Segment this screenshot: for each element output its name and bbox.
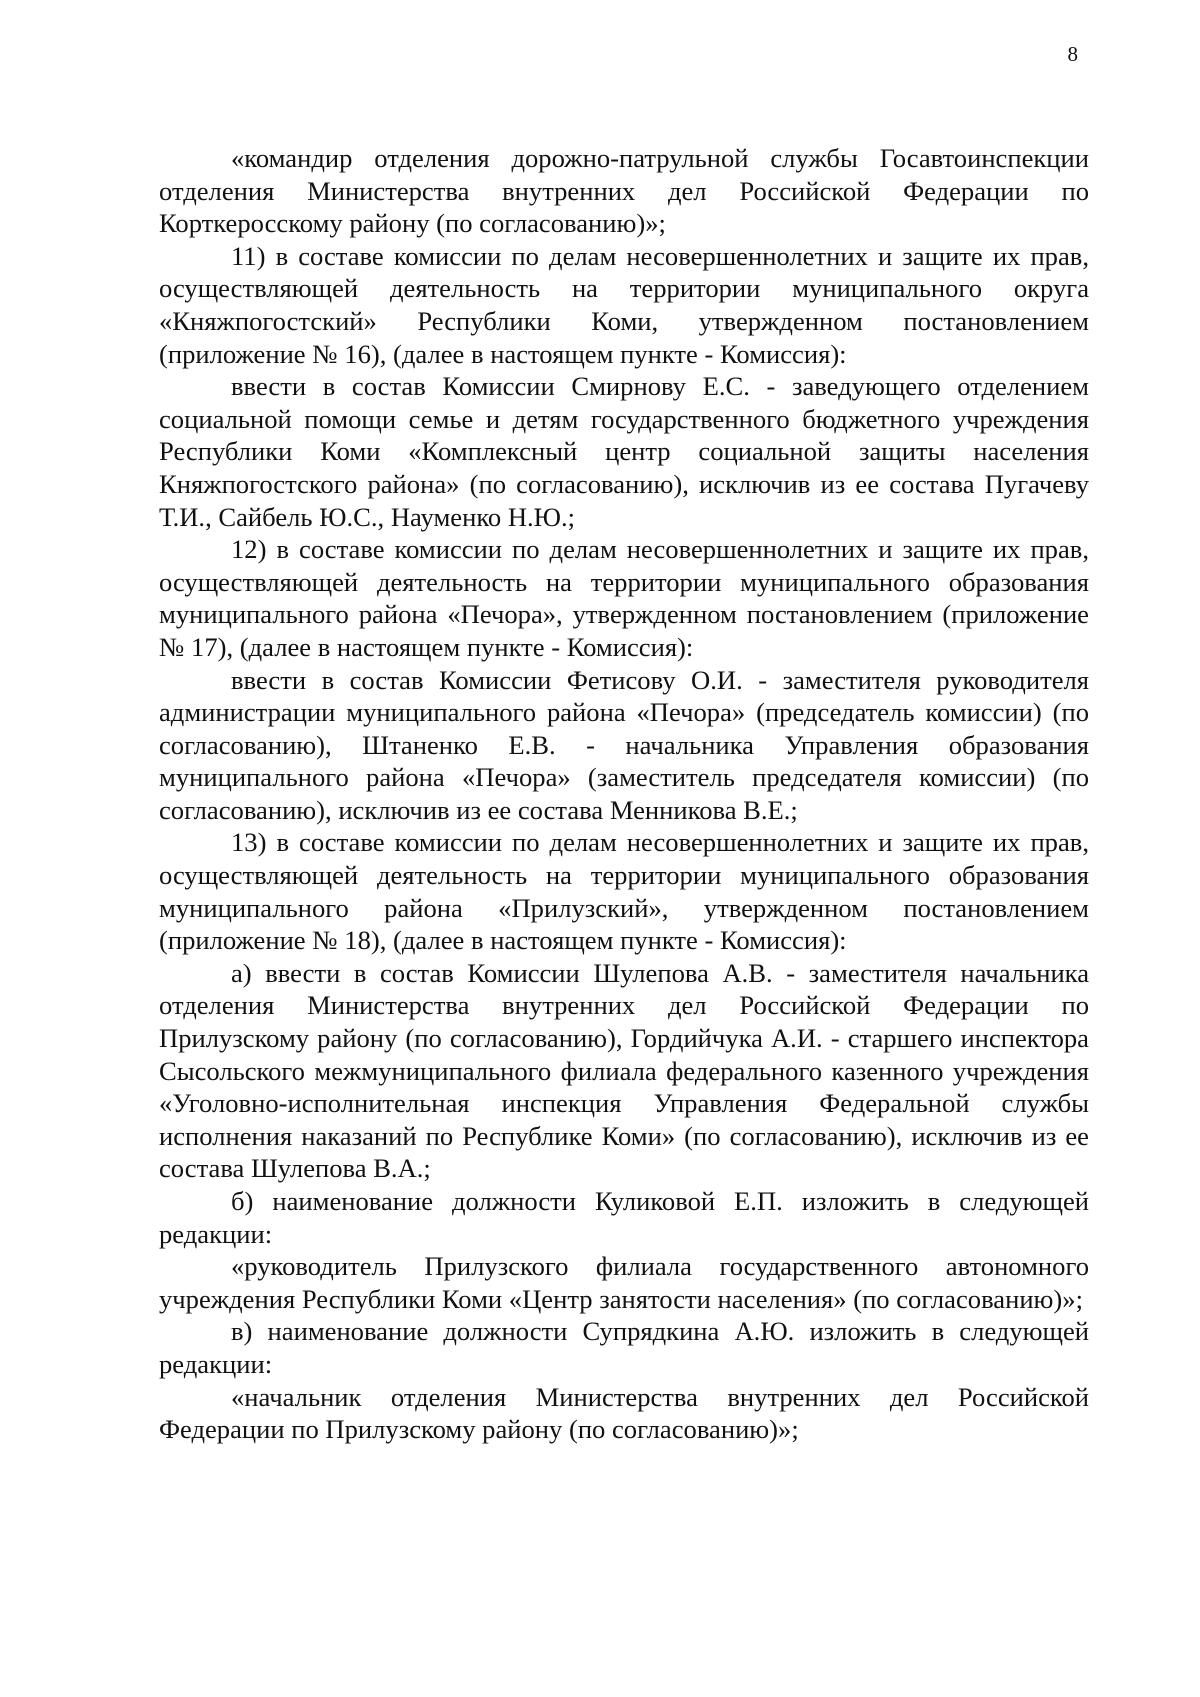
paragraph: ввести в состав Комиссии Смирнову Е.С. - заведующего отделением социальной помощи семье и детям государственного бюджетного учреждения Республики Коми «Комплексный центр социальной защиты населения Княжпогостского района» (по согласованию), исключив из ее состава Пугачеву Т.И., Сайбель Ю.С., Науменко Н.Ю.; (159, 371, 1089, 532)
document-body (159, 142, 1089, 1446)
paragraph: б) наименование должности Куликовой Е.П. изложить в следующей редакции: (159, 1186, 1089, 1249)
paragraph: 12) в составе комиссии по делам несовершеннолетних и защите их прав, осуществляющей деятельность на территории муниципального образования муниципального района «Печора», утвержденном постановлением (приложение № 17), (далее в настоящем пункте - Комиссия): (159, 534, 1089, 662)
paragraph: 13) в составе комиссии по делам несовершеннолетних и защите их прав, осуществляющей деятельность на территории муниципального образования муниципального района «Прилузский», утвержденном постановлением (приложение № 18), (далее в настоящем пункте - Комиссия): (159, 827, 1089, 956)
paragraph: «начальник отделения Министерства внутренних дел Российской Федерации по Прилузскому району (по согласованию)»; (159, 1381, 1089, 1445)
paragraph: «руководитель Прилузского филиала государственного автономного учреждения Республики Коми «Центр занятости населения» (по согласованию)»; (159, 1251, 1089, 1314)
page-number: 8 (1067, 42, 1078, 66)
paragraph: а) ввести в состав Комиссии Шулепова А.В. - заместителя начальника отделения Министерства внутренних дел Российской Федерации по Прилузскому району (по согласованию), Гордийчука А.И. - старшего инспектора Сысольского межмуниципального филиала федерального казенного учреждения «Уголовно-исполнительная инспекция Управления Федеральной службы исполнения наказаний по Республике Коми» (по согласованию), исключив из ее состава Шулепова В.А.; (159, 957, 1089, 1184)
paragraph: «командир отделения дорожно-патрульной службы Госавтоинспекции отделения Министерства внутренних дел Российской Федерации по Корткеросскому району (по согласованию)»; (159, 143, 1089, 239)
paragraph: 11) в составе комиссии по делам несовершеннолетних и защите их прав, осуществляющей деятельность на территории муниципального округа «Княжпогостский» Республики Коми, утвержденном постановлением (приложение № 16), (далее в настоящем пункте - Комиссия): (159, 240, 1089, 369)
paragraph: ввести в состав Комиссии Фетисову О.И. - заместителя руководителя администрации муниципального района «Печора» (председатель комиссии) (по согласованию), Штаненко Е.В. - начальника Управления образования муниципального района «Печора» (заместитель председателя комиссии) (по согласованию), исключив из ее состава Менникова В.Е.; (159, 664, 1089, 825)
paragraph: в) наименование должности Супрядкина А.Ю. изложить в следующей редакции: (159, 1316, 1089, 1379)
